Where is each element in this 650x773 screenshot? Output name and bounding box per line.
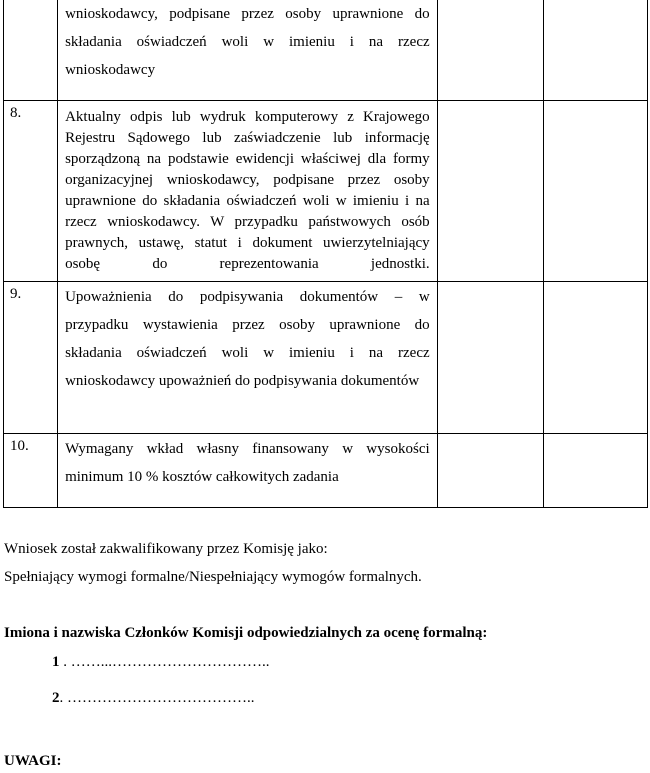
row-text: Upoważnienia do podpisywania dokumentów – w przypadku wystawienia przez osoby uprawnione do składania oświadczeń woli w imieniu i na rzecz wnioskodawcy upoważnień do podpisywania dokumentów	[65, 289, 430, 389]
row-description	[58, 434, 438, 508]
evaluation-cell-yes[interactable]	[437, 434, 543, 508]
signature-dots: . ………………………………..	[59, 690, 255, 706]
row-description	[58, 0, 438, 101]
table-row	[4, 101, 648, 282]
evaluation-cell-yes[interactable]	[437, 282, 543, 434]
signature-number: 1	[52, 654, 60, 670]
evaluation-cell-no[interactable]	[543, 434, 647, 508]
remarks-heading: UWAGI:	[4, 753, 62, 769]
evaluation-cell-no[interactable]	[543, 0, 647, 101]
signature-line-2[interactable]	[52, 690, 255, 707]
signature-number: 2	[52, 690, 60, 706]
row-number: 9.	[4, 282, 58, 434]
row-text: wnioskodawcy, podpisane przez osoby uprawnione do składania oświadczeń woli w imieniu i na rzecz wnioskodawcy	[65, 6, 430, 78]
row-text: Aktualny odpis lub wydruk komputerowy z Krajowego Rejestru Sądowego lub zaświadczenie lub informację sporządzoną na podstawie ewidencji właściwej dla formy organizacyjnej wnioskodawcy, podpisane przez osoby uprawnione do składania oświadczeń woli w imieniu i na rzecz wnioskodawcy. W przypadku państwowych osób prawnych, ustawę, statut i dokument uwierzytelniający osobę do reprezentowania jednostki.	[65, 109, 430, 272]
qualification-intro: Wniosek został zakwalifikowany przez Komisję jako:	[4, 541, 328, 557]
row-number	[4, 0, 58, 101]
evaluation-cell-no[interactable]	[543, 101, 647, 282]
table-row	[4, 434, 648, 508]
formal-evaluation-table	[3, 0, 648, 508]
evaluation-cell-yes[interactable]	[437, 101, 543, 282]
signature-dots: . ……...…………………………..	[59, 654, 270, 670]
row-number: 8.	[4, 101, 58, 282]
table-row	[4, 282, 648, 434]
evaluation-cell-no[interactable]	[543, 282, 647, 434]
qualification-options: Spełniający wymogi formalne/Niespełniający wymogów formalnych.	[4, 569, 422, 585]
signature-line-1[interactable]	[52, 654, 270, 671]
row-number: 10.	[4, 434, 58, 508]
evaluation-cell-yes[interactable]	[437, 0, 543, 101]
members-heading: Imiona i nazwiska Członków Komisji odpowiedzialnych za ocenę formalną:	[4, 625, 488, 641]
row-description	[58, 282, 438, 434]
row-text: Wymagany wkład własny finansowany w wysokości minimum 10 % kosztów całkowitych zadania	[65, 441, 430, 485]
row-description	[58, 101, 438, 282]
table-row	[4, 0, 648, 101]
